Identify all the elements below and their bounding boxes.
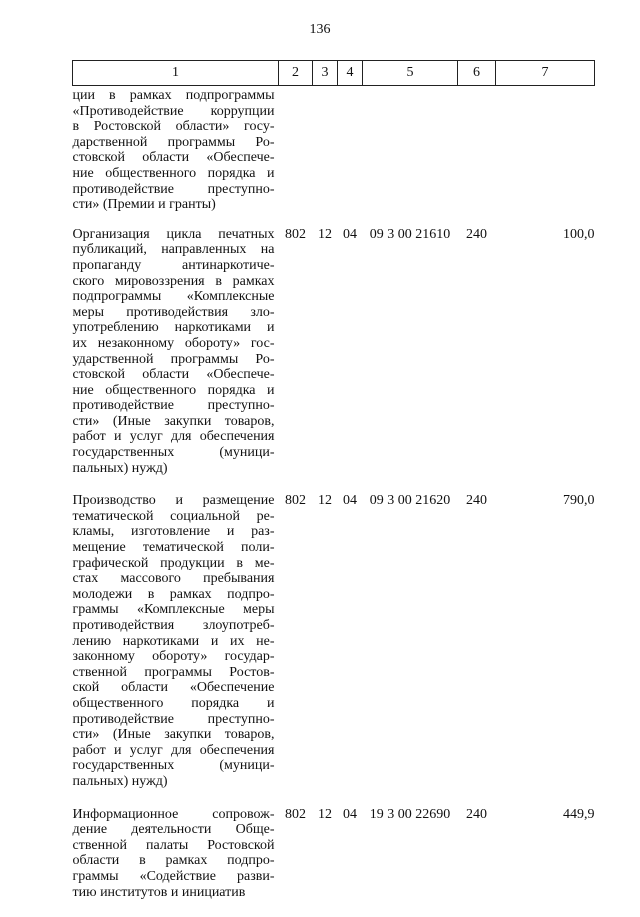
header-col-5: 5 — [363, 61, 458, 86]
description-line: законному обороту» государ- — [73, 649, 275, 665]
header-col-1: 1 — [73, 61, 279, 86]
amount: 100,0 — [496, 227, 595, 494]
description-line: стовской области «Обеспече- — [73, 367, 275, 383]
description-line: тию институтов и инициатив — [73, 885, 275, 901]
description-line: противодействие преступно- — [73, 182, 275, 198]
subsection-code: 04 — [338, 227, 363, 494]
description-line: ской области «Обеспечение — [73, 680, 275, 696]
expense-type-code: 240 — [458, 807, 496, 917]
description-line: мещение тематической поли- — [73, 540, 275, 556]
description-line: стах массового пребывания — [73, 571, 275, 587]
description-line: меры противодействия зло- — [73, 305, 275, 321]
table-row — [73, 493, 595, 806]
description-line: сти» (Иные закупки товаров, — [73, 727, 275, 743]
description-line: дарственной программы Ро- — [73, 135, 275, 151]
description-line: общественного порядка и — [73, 696, 275, 712]
subsection-code — [338, 86, 363, 227]
target-article-code: 09 3 00 21610 — [363, 227, 458, 494]
description-line: их незаконному обороту» гос- — [73, 336, 275, 352]
description-line: граммы «Комплексные меры — [73, 602, 275, 618]
description-line: противодействие преступно- — [73, 398, 275, 414]
budget-table — [72, 60, 595, 917]
description-line: государственных (муници- — [73, 445, 275, 461]
expense-type-code: 240 — [458, 227, 496, 494]
target-article-code: 09 3 00 21620 — [363, 493, 458, 806]
subsection-code: 04 — [338, 493, 363, 806]
expense-type-code — [458, 86, 496, 227]
description-line: сти» (Премии и гранты) — [73, 197, 275, 213]
description-line: подпрограммы «Комплексные — [73, 289, 275, 305]
ministry-code — [279, 86, 313, 227]
target-article-code — [363, 86, 458, 227]
table-row — [73, 86, 595, 227]
description-line: ние общественного порядка и — [73, 166, 275, 182]
description-line: ского мировоззрения в рамках — [73, 274, 275, 290]
description-line: ние общественного порядка и — [73, 383, 275, 399]
description-line: граммы «Содействие разви- — [73, 869, 275, 885]
header-col-7: 7 — [496, 61, 595, 86]
description-line: области в рамках подпро- — [73, 853, 275, 869]
row-description — [73, 807, 279, 917]
description-line: государственных (муници- — [73, 758, 275, 774]
header-row — [73, 61, 595, 86]
description-line: ударственной программы Ро- — [73, 352, 275, 368]
amount — [496, 86, 595, 227]
subsection-code: 04 — [338, 807, 363, 917]
description-line: работ и услуг для обеспечения — [73, 743, 275, 759]
description-line: Информационное сопровож- — [73, 807, 275, 823]
row-description — [73, 227, 279, 494]
description-line: дение деятельности Обще- — [73, 822, 275, 838]
amount: 449,9 — [496, 807, 595, 917]
target-article-code: 19 3 00 22690 — [363, 807, 458, 917]
row-description — [73, 86, 279, 227]
amount: 790,0 — [496, 493, 595, 806]
description-line: пальных) нужд) — [73, 461, 275, 477]
description-line: пальных) нужд) — [73, 774, 275, 790]
header-col-3: 3 — [313, 61, 338, 86]
description-line: молодежи в рамках подпро- — [73, 587, 275, 603]
table-header — [73, 61, 595, 86]
ministry-code: 802 — [279, 227, 313, 494]
row-description — [73, 493, 279, 806]
header-col-4: 4 — [338, 61, 363, 86]
section-code: 12 — [313, 493, 338, 806]
table-row — [73, 807, 595, 917]
description-line: сти» (Иные закупки товаров, — [73, 414, 275, 430]
description-line: ственной палаты Ростовской — [73, 838, 275, 854]
description-line: публикаций, направленных на — [73, 242, 275, 258]
description-line: Организация цикла печатных — [73, 227, 275, 243]
table-body — [73, 86, 595, 917]
description-line: ции в рамках подпрограммы — [73, 88, 275, 104]
description-line: ственной программы Ростов- — [73, 665, 275, 681]
page-number: 136 — [0, 22, 640, 38]
section-code: 12 — [313, 807, 338, 917]
description-line: Производство и размещение — [73, 493, 275, 509]
ministry-code: 802 — [279, 807, 313, 917]
description-line: графической продукции в ме- — [73, 556, 275, 572]
description-line: в Ростовской области» госу- — [73, 119, 275, 135]
description-line: употреблению наркотиками и — [73, 320, 275, 336]
description-line: кламы, изготовление и раз- — [73, 524, 275, 540]
section-code — [313, 86, 338, 227]
description-line: тематической социальной ре- — [73, 509, 275, 525]
table-row — [73, 227, 595, 494]
header-col-2: 2 — [279, 61, 313, 86]
description-line: «Противодействие коррупции — [73, 104, 275, 120]
description-line: стовской области «Обеспече- — [73, 150, 275, 166]
description-line: работ и услуг для обеспечения — [73, 429, 275, 445]
description-line: пропаганду антинаркотиче- — [73, 258, 275, 274]
description-line: противодействие преступно- — [73, 712, 275, 728]
ministry-code: 802 — [279, 493, 313, 806]
section-code: 12 — [313, 227, 338, 494]
header-col-6: 6 — [458, 61, 496, 86]
expense-type-code: 240 — [458, 493, 496, 806]
description-line: противодействия злоупотреб- — [73, 618, 275, 634]
description-line: лению наркотиками и их не- — [73, 634, 275, 650]
